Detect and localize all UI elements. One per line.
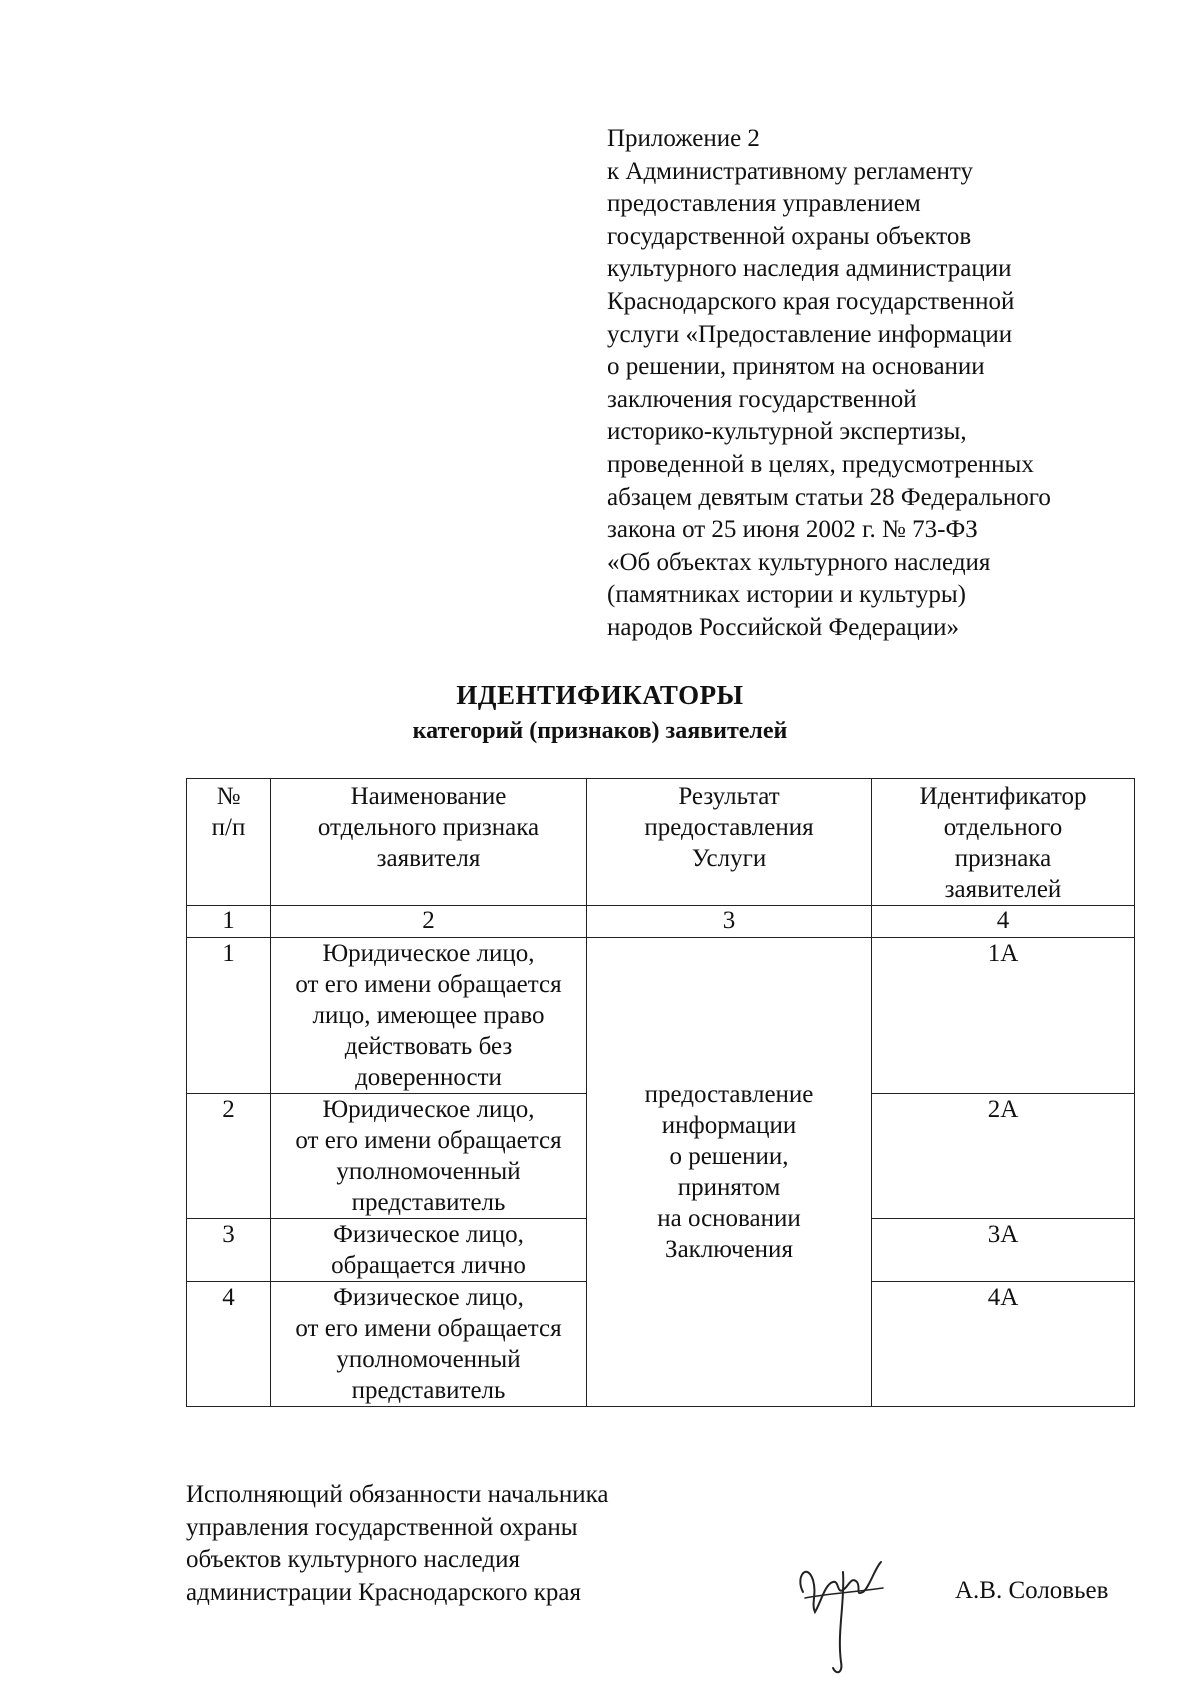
row-number: 4	[187, 1282, 271, 1407]
header-line: Наименование	[350, 783, 507, 810]
cell-line: Юридическое лицо,	[322, 1096, 535, 1123]
column-number-row	[187, 906, 1135, 938]
column-number: 2	[271, 906, 587, 938]
cell-line: лицо, имеющее право	[312, 1002, 545, 1029]
header-line: отдельного признака	[317, 814, 540, 841]
header-line: №	[216, 783, 241, 810]
signatory-position	[186, 1479, 608, 1609]
appendix-line: к Административному регламенту	[607, 157, 974, 185]
row-number: 3	[187, 1219, 271, 1282]
appendix-line: предоставления управлением	[607, 190, 921, 218]
signer-name: А.В. Соловьев	[955, 1577, 1109, 1604]
header-line: предоставления	[644, 814, 814, 841]
row-number: 1	[187, 938, 271, 1094]
row-number: 2	[187, 1094, 271, 1219]
appendix-line: историко-культурной экспертизы,	[607, 418, 967, 446]
applicant-feature	[271, 1094, 587, 1219]
column-number: 1	[187, 906, 271, 938]
table-row	[187, 938, 1135, 1094]
position-line: объектов культурного наследия	[186, 1546, 520, 1574]
appendix-line: культурного наследия администрации	[607, 255, 1012, 283]
identifier: 1А	[872, 938, 1135, 1094]
appendix-line: Краснодарского края государственной	[607, 287, 1015, 315]
header-line: отдельного	[943, 814, 1063, 841]
appendix-line: (памятниках истории и культуры)	[607, 581, 966, 609]
cell-line: Физическое лицо,	[333, 1221, 524, 1248]
document-subtitle: категорий (признаков) заявителей	[412, 718, 788, 744]
cell-line: представитель	[351, 1189, 506, 1216]
appendix-line: государственной охраны объектов	[607, 222, 972, 250]
cell-line: предоставление	[644, 1081, 814, 1108]
appendix-line: услуги «Предоставление информации	[607, 320, 1013, 348]
appendix-line: народов Российской Федерации»	[607, 613, 960, 641]
cell-line: уполномоченный	[336, 1346, 521, 1373]
cell-line: уполномоченный	[336, 1158, 521, 1185]
cell-line: представитель	[351, 1377, 506, 1404]
appendix-line: проведенной в целях, предусмотренных	[607, 450, 1034, 478]
document-title: ИДЕНТИФИКАТОРЫ	[456, 680, 744, 710]
handwritten-signature	[785, 1532, 895, 1682]
appendix-line: закона от 25 июня 2002 г. № 73-ФЗ	[607, 516, 978, 544]
appendix-line: о решении, принятом на основании	[607, 353, 985, 381]
cell-line: обращается лично	[331, 1252, 526, 1279]
cell-line: на основании	[657, 1205, 801, 1232]
identifier: 4А	[872, 1282, 1135, 1407]
identifier: 2А	[872, 1094, 1135, 1219]
cell-line: о решении,	[669, 1143, 789, 1170]
applicant-feature	[271, 1219, 587, 1282]
header-number	[187, 779, 271, 906]
cell-line: доверенности	[355, 1064, 502, 1091]
cell-line: от его имени обращается	[295, 1315, 562, 1342]
header-line: заявителя	[376, 845, 481, 872]
header-line: Результат	[678, 783, 780, 810]
header-name	[271, 779, 587, 906]
appendix-line: абзацем девятым статьи 28 Федерального	[607, 483, 1051, 511]
applicant-feature	[271, 1282, 587, 1407]
cell-line: действовать без	[344, 1033, 513, 1060]
applicant-feature	[271, 938, 587, 1094]
header-line: признака	[954, 845, 1052, 872]
table-header-row	[187, 779, 1135, 906]
identifier: 3А	[872, 1219, 1135, 1282]
header-line: п/п	[211, 814, 246, 841]
appendix-header	[607, 123, 1127, 645]
cell-line: от его имени обращается	[295, 1127, 562, 1154]
cell-line: Физическое лицо,	[333, 1284, 524, 1311]
column-number: 3	[587, 906, 872, 938]
position-line: Исполняющий обязанности начальника	[186, 1481, 609, 1508]
header-result	[587, 779, 872, 906]
appendix-line: заключения государственной	[607, 385, 917, 413]
header-identifier	[872, 779, 1135, 906]
cell-line: Заключения	[665, 1236, 793, 1263]
cell-line: информации	[661, 1112, 797, 1139]
column-number: 4	[872, 906, 1135, 938]
header-line: Идентификатор	[919, 783, 1087, 810]
header-line: заявителей	[944, 876, 1062, 903]
cell-line: Юридическое лицо,	[322, 940, 535, 967]
service-result	[587, 938, 872, 1407]
appendix-line: Приложение 2	[607, 125, 760, 152]
position-line: управления государственной охраны	[186, 1513, 578, 1541]
position-line: администрации Краснодарского края	[186, 1578, 582, 1606]
cell-line: принятом	[677, 1174, 781, 1201]
cell-line: от его имени обращается	[295, 971, 562, 998]
header-line: Услуги	[691, 845, 767, 872]
identifiers-table	[186, 778, 1135, 1407]
appendix-line: «Об объектах культурного наследия	[607, 548, 991, 576]
